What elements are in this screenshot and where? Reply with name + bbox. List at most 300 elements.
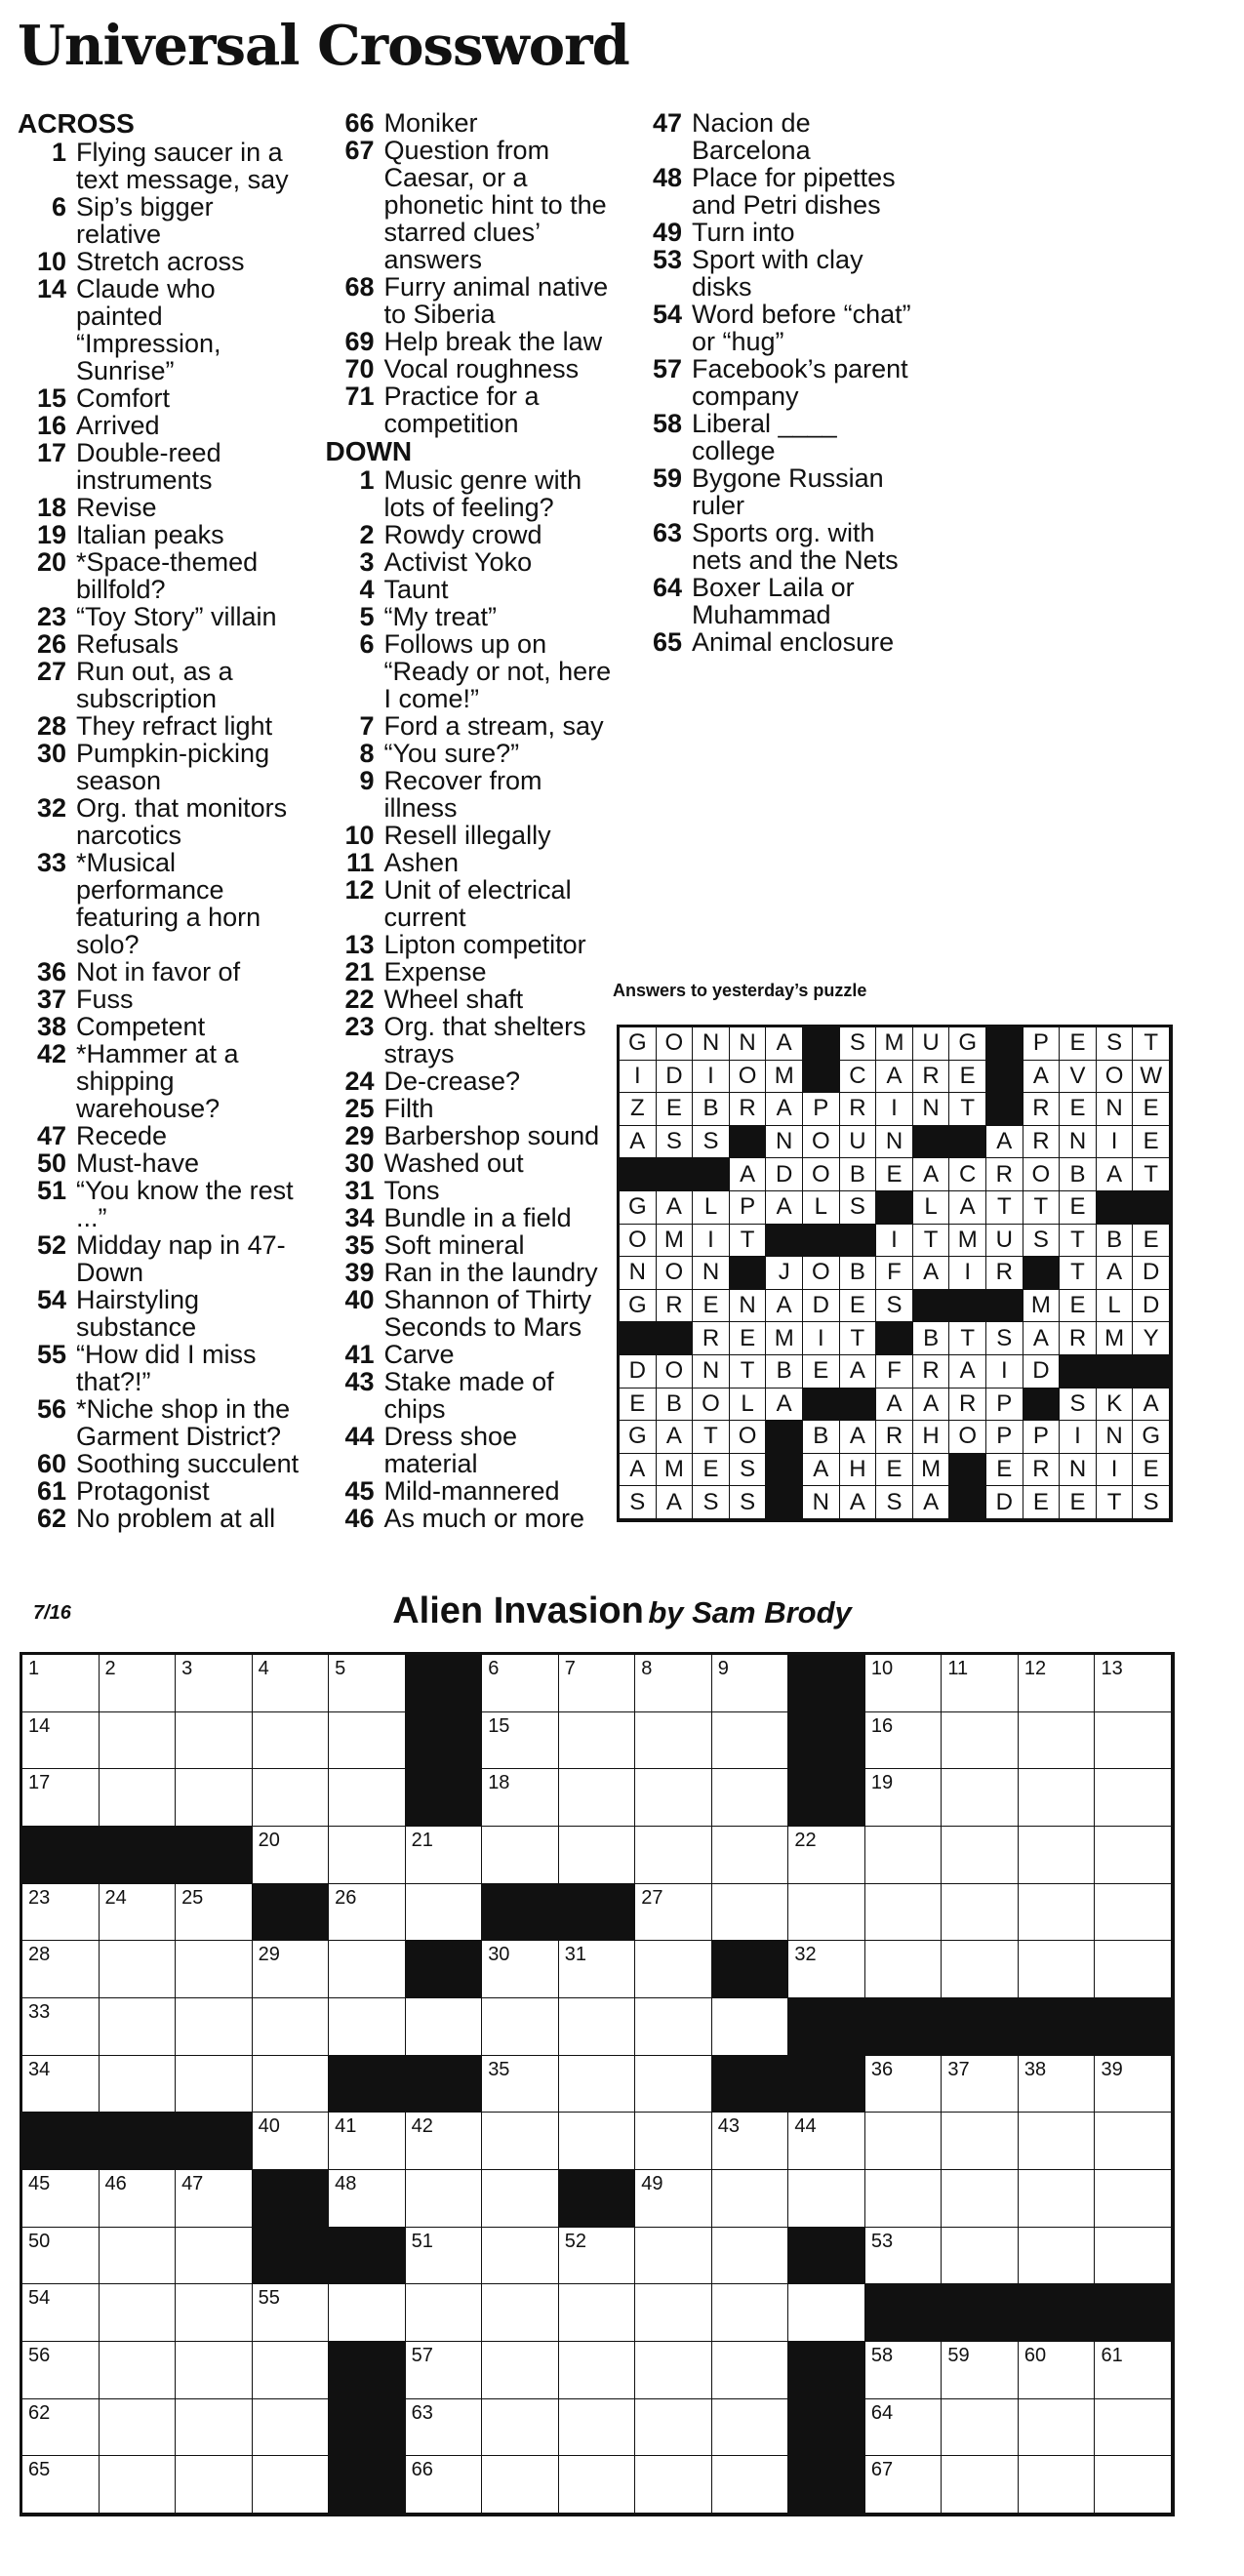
answer-letter-cell: B — [1097, 1225, 1134, 1258]
grid-cell[interactable] — [865, 1769, 943, 1827]
grid-cell[interactable] — [176, 1884, 253, 1942]
answer-letter-cell: T — [1023, 1191, 1061, 1225]
grid-cell[interactable] — [482, 1769, 559, 1827]
grid-cell[interactable] — [406, 1827, 483, 1884]
grid-cell[interactable] — [788, 1827, 865, 1884]
grid-cell[interactable] — [635, 1655, 712, 1712]
answer-letter-cell: S — [693, 1486, 730, 1519]
grid-cell[interactable] — [100, 2170, 177, 2228]
grid-cell[interactable] — [22, 1712, 100, 1770]
grid-cell[interactable] — [329, 2113, 406, 2170]
answer-block-cell — [1097, 1355, 1134, 1389]
grid-cell[interactable] — [559, 1655, 636, 1712]
grid-cell[interactable] — [176, 1998, 253, 2056]
grid-cell[interactable] — [406, 2170, 483, 2228]
answer-letter-cell: T — [730, 1355, 767, 1389]
grid-cell[interactable] — [176, 2056, 253, 2113]
answer-letter-cell: S — [840, 1027, 877, 1061]
answer-letter-cell: H — [840, 1454, 877, 1487]
grid-cell[interactable] — [1019, 1655, 1096, 1712]
answer-letter-cell: T — [949, 1322, 986, 1355]
clue-text: Run out, as a subscription — [76, 657, 233, 713]
across-clue — [18, 494, 304, 521]
grid-cell[interactable] — [482, 2342, 559, 2399]
grid-cell[interactable] — [942, 2228, 1019, 2285]
answer-letter-cell: E — [1133, 1093, 1170, 1126]
clue-text: “You know the rest ...” — [76, 1176, 294, 1232]
grid-cell[interactable] — [635, 2228, 712, 2285]
answer-letter-cell: O — [803, 1158, 840, 1191]
answer-letter-cell: O — [949, 1421, 986, 1454]
grid-cell[interactable] — [635, 2170, 712, 2228]
grid-cell[interactable] — [1019, 1884, 1096, 1942]
grid-cell[interactable] — [942, 1827, 1019, 1884]
grid-cell[interactable] — [100, 2456, 177, 2514]
grid-cell[interactable] — [712, 2342, 789, 2399]
clue-number: 55 — [36, 1340, 66, 1369]
grid-block-cell — [176, 2113, 253, 2170]
grid-cell[interactable] — [1019, 2056, 1096, 2113]
grid-cell[interactable] — [176, 2284, 253, 2342]
grid-cell[interactable] — [1019, 2342, 1096, 2399]
grid-cell[interactable] — [559, 2399, 636, 2457]
grid-cell[interactable] — [329, 1998, 406, 2056]
clue-text: “Toy Story” villain — [76, 602, 277, 631]
grid-cell[interactable] — [482, 1998, 559, 2056]
answer-block-cell — [1060, 1355, 1097, 1389]
across-clue — [18, 794, 304, 849]
grid-cell[interactable] — [22, 1769, 100, 1827]
grid-cell[interactable] — [329, 2170, 406, 2228]
grid-cell[interactable] — [559, 2342, 636, 2399]
grid-cell[interactable] — [1095, 2170, 1172, 2228]
grid-cell[interactable] — [942, 1884, 1019, 1942]
grid-cell[interactable] — [22, 1655, 100, 1712]
clue-text: No problem at all — [76, 1504, 276, 1533]
grid-cell[interactable] — [1095, 1827, 1172, 1884]
grid-cell[interactable] — [712, 2284, 789, 2342]
grid-cell[interactable] — [1019, 2399, 1096, 2457]
answer-letter-cell: J — [766, 1257, 803, 1290]
grid-cell[interactable] — [559, 2056, 636, 2113]
grid-cell[interactable] — [482, 1712, 559, 1770]
grid-cell[interactable] — [865, 1884, 943, 1942]
grid-cell[interactable] — [712, 1712, 789, 1770]
answer-letter-cell: L — [693, 1191, 730, 1225]
grid-cell[interactable] — [788, 2284, 865, 2342]
grid-cell[interactable] — [788, 2170, 865, 2228]
down-clue — [326, 1095, 613, 1122]
grid-cell[interactable] — [329, 1769, 406, 1827]
clue-number: 16 — [36, 411, 66, 440]
grid-cell[interactable] — [635, 1998, 712, 2056]
grid-cell[interactable] — [635, 1884, 712, 1942]
answer-letter-cell: C — [840, 1061, 877, 1094]
grid-cell[interactable] — [253, 1655, 330, 1712]
grid-cell[interactable] — [406, 2113, 483, 2170]
grid-cell[interactable] — [482, 2056, 559, 2113]
clue-number: 23 — [36, 602, 66, 631]
cell-number: 55 — [258, 2287, 280, 2310]
cell-number: 10 — [870, 1658, 894, 1679]
answer-letter-cell: R — [986, 1257, 1023, 1290]
grid-cell[interactable] — [22, 2170, 100, 2228]
clue-number: 51 — [36, 1176, 66, 1205]
down-clue — [326, 1231, 613, 1259]
grid-cell[interactable] — [712, 1655, 789, 1712]
grid-cell[interactable] — [482, 2456, 559, 2514]
answer-letter-cell: L — [803, 1191, 840, 1225]
grid-cell[interactable] — [176, 1712, 253, 1770]
grid-cell[interactable] — [559, 1712, 636, 1770]
answer-block-cell — [913, 1290, 950, 1323]
clue-text: Recede — [76, 1121, 168, 1150]
grid-cell[interactable] — [1095, 2456, 1172, 2514]
grid-cell[interactable] — [22, 1884, 100, 1942]
grid-cell[interactable] — [635, 1941, 712, 1998]
grid-cell[interactable] — [100, 2399, 177, 2457]
grid-cell[interactable] — [942, 1941, 1019, 1998]
grid-cell[interactable] — [559, 2228, 636, 2285]
answer-letter-cell: N — [693, 1257, 730, 1290]
grid-cell[interactable] — [253, 2399, 330, 2457]
grid-cell[interactable] — [1095, 1712, 1172, 1770]
grid-cell[interactable] — [176, 2399, 253, 2457]
grid-cell[interactable] — [406, 1884, 483, 1942]
grid-cell[interactable] — [253, 1712, 330, 1770]
clue-text: Hairstyling substance — [76, 1285, 200, 1342]
puzzle-title-block — [0, 1590, 1244, 1632]
grid-cell[interactable] — [176, 2228, 253, 2285]
grid-cell[interactable] — [942, 2113, 1019, 2170]
grid-cell[interactable] — [253, 2113, 330, 2170]
grid-cell[interactable] — [329, 1655, 406, 1712]
cell-number: 2 — [104, 1658, 116, 1679]
across-clue — [18, 1341, 304, 1395]
clue-number: 53 — [652, 245, 682, 274]
grid-cell[interactable] — [22, 2399, 100, 2457]
clue-number: 39 — [344, 1258, 375, 1287]
answer-block-cell — [620, 1322, 657, 1355]
clue-text: Lipton competitor — [383, 930, 586, 959]
clue-number: 26 — [36, 629, 66, 659]
answer-letter-cell: A — [913, 1486, 950, 1519]
grid-cell[interactable] — [176, 1769, 253, 1827]
grid-cell[interactable] — [712, 2456, 789, 2514]
grid-cell[interactable] — [712, 2113, 789, 2170]
grid-cell[interactable] — [635, 2342, 712, 2399]
answer-letter-cell: F — [876, 1257, 913, 1290]
across-clue — [18, 1477, 304, 1505]
grid-cell[interactable] — [865, 2456, 943, 2514]
grid-cell[interactable] — [635, 2056, 712, 2113]
down-clue — [326, 630, 613, 712]
grid-cell[interactable] — [482, 1827, 559, 1884]
grid-block-cell — [253, 1884, 330, 1942]
grid-block-cell — [788, 1655, 865, 1712]
grid-cell[interactable] — [1095, 1941, 1172, 1998]
answer-letter-cell: A — [876, 1389, 913, 1422]
clue-text: Help break the law — [383, 327, 603, 356]
grid-cell[interactable] — [1019, 2113, 1096, 2170]
grid-cell[interactable] — [1019, 1827, 1096, 1884]
cell-number: 66 — [411, 2459, 433, 2481]
grid-block-cell — [1019, 1998, 1096, 2056]
grid-cell[interactable] — [942, 1655, 1019, 1712]
grid-cell[interactable] — [712, 1884, 789, 1942]
answer-letter-cell: A — [766, 1093, 803, 1126]
grid-cell[interactable] — [406, 2399, 483, 2457]
grid-cell[interactable] — [22, 2228, 100, 2285]
grid-cell[interactable] — [865, 2228, 943, 2285]
down-clue — [326, 1122, 613, 1149]
grid-cell[interactable] — [406, 2228, 483, 2285]
clue-number: 62 — [36, 1504, 66, 1533]
grid-cell[interactable] — [176, 2342, 253, 2399]
across-clue — [18, 248, 304, 275]
grid-cell[interactable] — [942, 1712, 1019, 1770]
answer-letter-cell: A — [840, 1355, 877, 1389]
grid-cell[interactable] — [559, 1941, 636, 1998]
cell-number: 24 — [104, 1886, 127, 1909]
grid-cell[interactable] — [329, 1827, 406, 1884]
grid-cell[interactable] — [635, 1769, 712, 1827]
grid-cell[interactable] — [100, 2228, 177, 2285]
grid-cell[interactable] — [176, 2170, 253, 2228]
grid-cell[interactable] — [1019, 2228, 1096, 2285]
grid-cell[interactable] — [22, 2456, 100, 2514]
grid-cell[interactable] — [482, 2170, 559, 2228]
grid-block-cell — [100, 1827, 177, 1884]
clue-number: 36 — [36, 957, 66, 986]
grid-cell[interactable] — [559, 1769, 636, 1827]
grid-cell[interactable] — [942, 2342, 1019, 2399]
grid-cell[interactable] — [329, 2284, 406, 2342]
down-clue — [326, 712, 613, 740]
across-clue — [326, 355, 613, 382]
answer-block-cell — [840, 1389, 877, 1422]
answer-letter-cell: E — [1133, 1454, 1170, 1487]
answer-letter-cell: G — [620, 1191, 657, 1225]
grid-cell[interactable] — [482, 2284, 559, 2342]
grid-cell[interactable] — [712, 2228, 789, 2285]
answer-letter-cell: O — [803, 1257, 840, 1290]
answer-letter-cell: N — [730, 1027, 767, 1061]
grid-cell[interactable] — [253, 2284, 330, 2342]
grid-cell[interactable] — [559, 2113, 636, 2170]
answer-letter-cell: N — [730, 1290, 767, 1323]
grid-cell[interactable] — [559, 2456, 636, 2514]
grid-cell[interactable] — [22, 2342, 100, 2399]
grid-cell[interactable] — [406, 2284, 483, 2342]
grid-cell[interactable] — [942, 2056, 1019, 2113]
grid-cell[interactable] — [1095, 1884, 1172, 1942]
clue-text: Animal enclosure — [692, 627, 895, 657]
grid-cell[interactable] — [329, 1884, 406, 1942]
grid-cell[interactable] — [253, 1827, 330, 1884]
grid-cell[interactable] — [482, 2399, 559, 2457]
grid-cell[interactable] — [176, 1941, 253, 1998]
grid-cell[interactable] — [1095, 2342, 1172, 2399]
clue-text: Must-have — [76, 1148, 200, 1178]
grid-cell[interactable] — [253, 2342, 330, 2399]
grid-cell[interactable] — [1019, 1941, 1096, 1998]
grid-cell[interactable] — [712, 2170, 789, 2228]
answer-block-cell — [803, 1027, 840, 1061]
cell-number: 29 — [258, 1944, 280, 1966]
cell-number: 63 — [411, 2401, 433, 2424]
grid-cell[interactable] — [253, 1769, 330, 1827]
grid-cell[interactable] — [482, 1655, 559, 1712]
clue-text: *Musical performance featuring a horn solo? — [76, 848, 261, 959]
clue-number: 46 — [344, 1504, 375, 1533]
answer-letter-cell: A — [766, 1290, 803, 1323]
answer-letter-cell: A — [840, 1486, 877, 1519]
grid-cell[interactable] — [22, 1998, 100, 2056]
cell-number: 39 — [1101, 2058, 1123, 2080]
down-clue — [326, 576, 613, 603]
answer-letter-cell: O — [693, 1389, 730, 1422]
grid-cell[interactable] — [1095, 2228, 1172, 2285]
grid-block-cell — [22, 1827, 100, 1884]
grid-cell[interactable] — [788, 1884, 865, 1942]
answer-letter-cell: S — [876, 1290, 913, 1323]
grid-cell[interactable] — [100, 1884, 177, 1942]
grid-cell[interactable] — [865, 2113, 943, 2170]
grid-cell[interactable] — [406, 2342, 483, 2399]
grid-cell[interactable] — [22, 1941, 100, 1998]
grid-cell[interactable] — [100, 2342, 177, 2399]
grid-cell[interactable] — [559, 1998, 636, 2056]
grid-cell[interactable] — [788, 2113, 865, 2170]
grid-cell[interactable] — [635, 1712, 712, 1770]
grid-cell[interactable] — [100, 2284, 177, 2342]
grid-cell[interactable] — [865, 2056, 943, 2113]
grid-cell[interactable] — [100, 1655, 177, 1712]
grid-cell[interactable] — [1095, 2399, 1172, 2457]
grid-cell[interactable] — [942, 2456, 1019, 2514]
grid-cell[interactable] — [865, 1712, 943, 1770]
grid-cell[interactable] — [329, 1941, 406, 1998]
grid-cell[interactable] — [329, 1712, 406, 1770]
down-clue — [326, 1286, 613, 1341]
grid-cell[interactable] — [482, 1941, 559, 1998]
grid-block-cell — [788, 1998, 865, 2056]
puzzle-title: Alien Invasion — [392, 1590, 644, 1631]
grid-cell[interactable] — [22, 2284, 100, 2342]
grid-cell[interactable] — [100, 1998, 177, 2056]
grid-cell[interactable] — [635, 2399, 712, 2457]
grid-cell[interactable] — [865, 1655, 943, 1712]
grid-cell[interactable] — [406, 1998, 483, 2056]
grid-cell[interactable] — [100, 2056, 177, 2113]
grid-cell[interactable] — [22, 2056, 100, 2113]
cell-number: 45 — [28, 2173, 51, 2194]
grid-cell[interactable] — [712, 1998, 789, 2056]
answer-block-cell — [1097, 1191, 1134, 1225]
grid-cell[interactable] — [635, 1827, 712, 1884]
grid-cell[interactable] — [100, 1769, 177, 1827]
grid-cell[interactable] — [865, 1941, 943, 1998]
grid-cell[interactable] — [253, 2056, 330, 2113]
grid-block-cell — [406, 1655, 483, 1712]
grid-cell[interactable] — [1095, 2113, 1172, 2170]
grid-cell[interactable] — [1019, 2456, 1096, 2514]
answer-letter-cell: H — [913, 1421, 950, 1454]
grid-cell[interactable] — [559, 1827, 636, 1884]
grid-cell[interactable] — [176, 1655, 253, 1712]
answer-letter-cell: P — [730, 1191, 767, 1225]
grid-cell[interactable] — [100, 1941, 177, 1998]
grid-cell[interactable] — [1095, 2056, 1172, 2113]
grid-cell[interactable] — [865, 2170, 943, 2228]
cell-number: 22 — [794, 1830, 817, 1851]
grid-block-cell — [482, 1884, 559, 1942]
answer-letter-cell: I — [803, 1322, 840, 1355]
clue-number: 52 — [36, 1230, 66, 1260]
grid-cell[interactable] — [253, 2456, 330, 2514]
down-clue — [326, 603, 613, 630]
cell-number: 60 — [1023, 2345, 1047, 2366]
grid-cell[interactable] — [1019, 2170, 1096, 2228]
grid-cell[interactable] — [712, 2399, 789, 2457]
grid-cell[interactable] — [942, 2170, 1019, 2228]
answer-letter-cell: S — [1097, 1027, 1134, 1061]
answer-letter-cell: T — [1060, 1257, 1097, 1290]
clue-text: Facebook’s parent company — [692, 354, 908, 411]
grid-cell[interactable] — [1019, 1769, 1096, 1827]
grid-cell[interactable] — [865, 1827, 943, 1884]
grid-cell[interactable] — [559, 2284, 636, 2342]
grid-cell[interactable] — [253, 1998, 330, 2056]
grid-cell[interactable] — [788, 1941, 865, 1998]
grid-cell[interactable] — [482, 2228, 559, 2285]
clue-number: 54 — [36, 1285, 66, 1314]
grid-cell[interactable] — [1095, 1655, 1172, 1712]
grid-cell[interactable] — [712, 1827, 789, 1884]
cell-number: 17 — [28, 1772, 51, 1794]
grid-cell[interactable] — [253, 1941, 330, 1998]
grid-cell[interactable] — [482, 2113, 559, 2170]
answer-letter-cell: A — [803, 1454, 840, 1487]
grid-cell[interactable] — [942, 1769, 1019, 1827]
grid-cell[interactable] — [406, 2456, 483, 2514]
across-clue — [18, 1286, 304, 1341]
answer-letter-cell: I — [986, 1355, 1023, 1389]
down-clue — [326, 958, 613, 986]
answer-block-cell — [876, 1191, 913, 1225]
clue-text: Bygone Russian ruler — [692, 463, 884, 520]
grid-cell[interactable] — [635, 2284, 712, 2342]
grid-cell[interactable] — [1019, 1712, 1096, 1770]
grid-cell[interactable] — [176, 2456, 253, 2514]
grid-cell[interactable] — [865, 2342, 943, 2399]
answer-letter-cell: B — [840, 1257, 877, 1290]
grid-cell[interactable] — [865, 2399, 943, 2457]
grid-cell[interactable] — [635, 2456, 712, 2514]
grid-cell[interactable] — [635, 2113, 712, 2170]
cell-number: 50 — [28, 2230, 51, 2252]
answer-letter-cell: T — [1060, 1225, 1097, 1258]
grid-cell[interactable] — [942, 2399, 1019, 2457]
grid-cell[interactable] — [1095, 1769, 1172, 1827]
grid-cell[interactable] — [100, 1712, 177, 1770]
answer-letter-cell: G — [620, 1421, 657, 1454]
cell-number: 46 — [104, 2173, 127, 2194]
grid-block-cell — [406, 1941, 483, 1998]
down-clue — [326, 1177, 613, 1204]
grid-cell[interactable] — [712, 1769, 789, 1827]
